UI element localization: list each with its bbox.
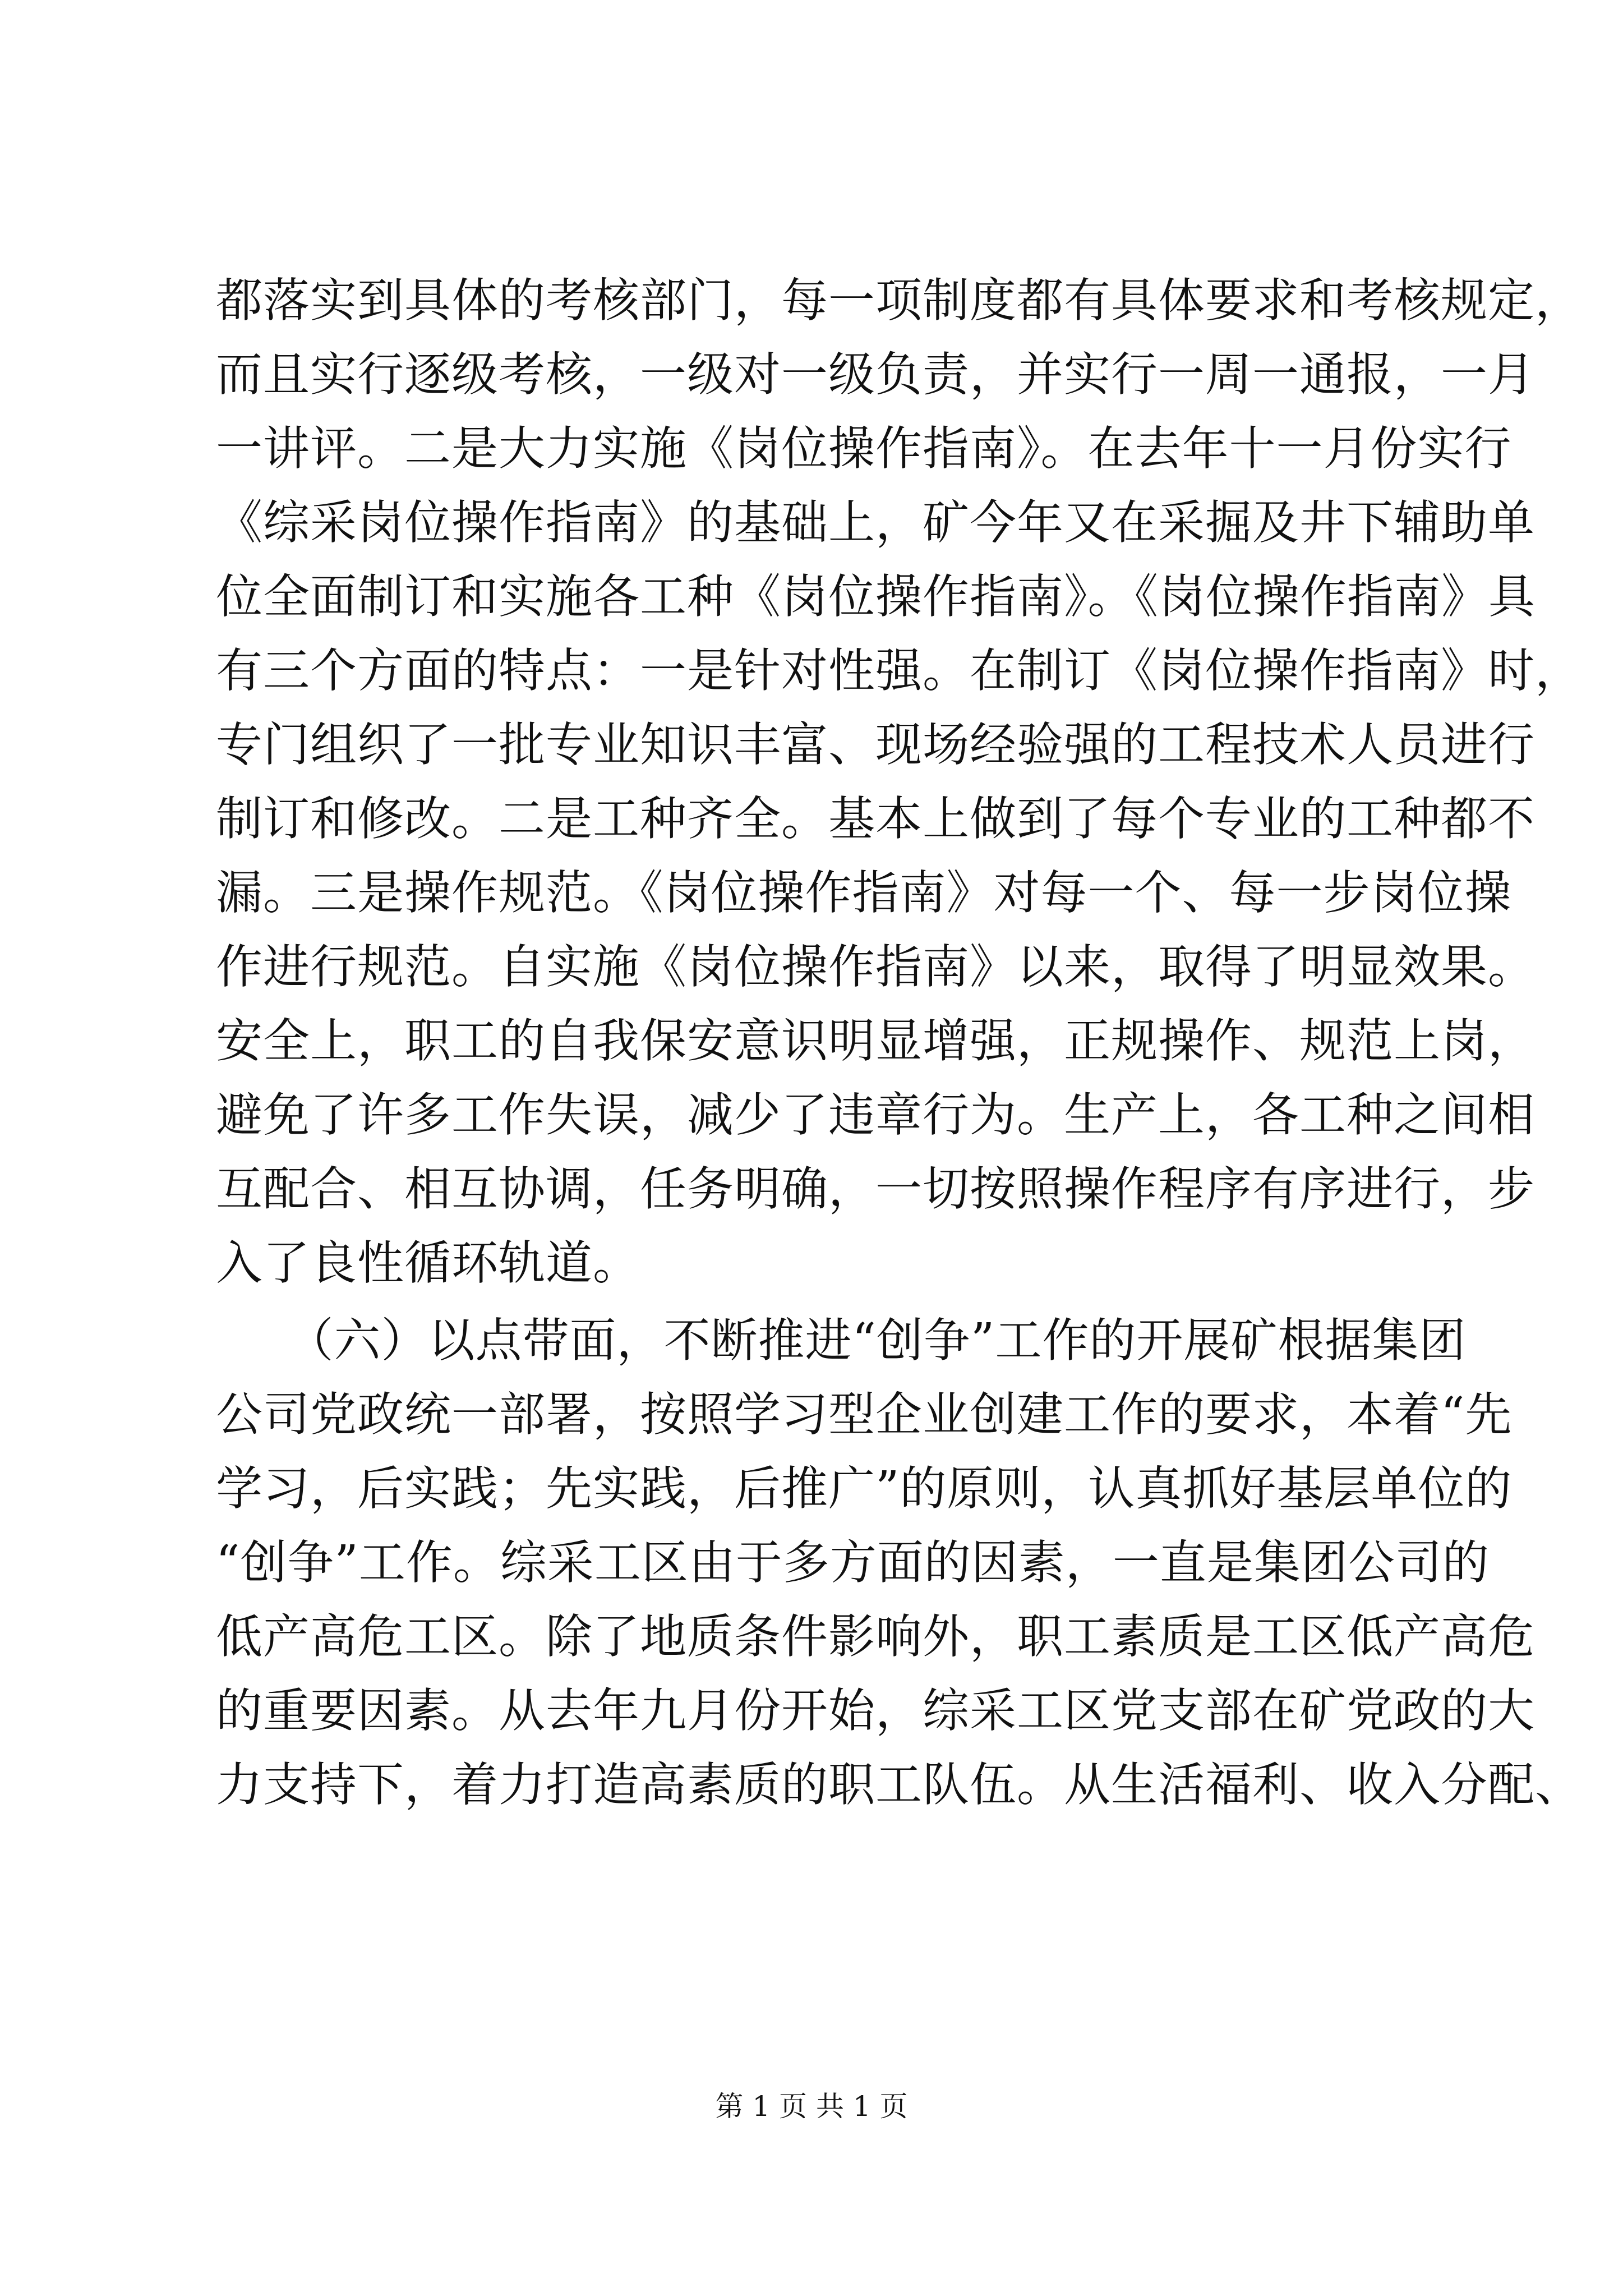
text-line: 安全上，职工的自我保安意识明显增强，正规操作、规范上岗， [216,1014,1535,1068]
text-line: 位全面制订和实施各工种《岗位操作指南》。《岗位操作指南》具 [216,569,1536,624]
body-text [216,264,1582,1822]
text-line: 都落实到具体的考核部门，每一项制度都有具体要求和考核规定， [216,273,1582,328]
text-line: 公司党政统一部署，按照学习型企业创建工作的要求，本着“先 [216,1387,1513,1442]
text-line: 而且实行逐级考核，一级对一级负责，并实行一周一通报，一月 [216,347,1535,402]
text-line: 有三个方面的特点：一是针对性强。在制订《岗位操作指南》时， [216,643,1582,698]
text-line: 学习，后实践；先实践，后推广”的原则，认真抓好基层单位的 [216,1461,1513,1516]
text-line: 作进行规范。自实施《岗位操作指南》以来，取得了明显效果。 [216,940,1535,994]
page-number: 第 1 页 共 1 页 [715,2090,908,2123]
text-line: 漏。三是操作规范。《岗位操作指南》对每一个、每一步岗位操 [216,866,1512,920]
text-line: 《综采岗位操作指南》的基础上，矿今年又在采掘及井下辅助单 [216,495,1535,550]
text-line: 一讲评。二是大力实施《岗位操作指南》。在去年十一月份实行 [216,421,1512,476]
text-line: 入了良性循环轨道。 [216,1236,640,1290]
text-line: 避免了许多工作失误，减少了违章行为。生产上，各工种之间相 [216,1088,1535,1142]
text-line: 专门组织了一批专业知识丰富、现场经验强的工程技术人员进行 [216,717,1535,772]
text-line: 互配合、相互协调，任务明确，一切按照操作程序有序进行，步 [216,1162,1535,1216]
text-line: “创争”工作。综采工区由于多方面的因素，一直是集团公司的 [216,1535,1490,1590]
text-line: 制订和修改。二是工种齐全。基本上做到了每个专业的工种都不 [216,792,1535,846]
page-footer [0,2087,1623,2126]
text-line: （六）以点带面，不断推进“创争”工作的开展矿根据集团 [216,1313,1467,1368]
text-line: 的重要因素。从去年九月份开始，综采工区党支部在矿党政的大 [216,1683,1535,1738]
text-line: 力支持下，着力打造高素质的职工队伍。从生活福利、收入分配、 [216,1757,1582,1812]
text-line: 低产高危工区。除了地质条件影响外，职工素质是工区低产高危 [216,1609,1535,1664]
